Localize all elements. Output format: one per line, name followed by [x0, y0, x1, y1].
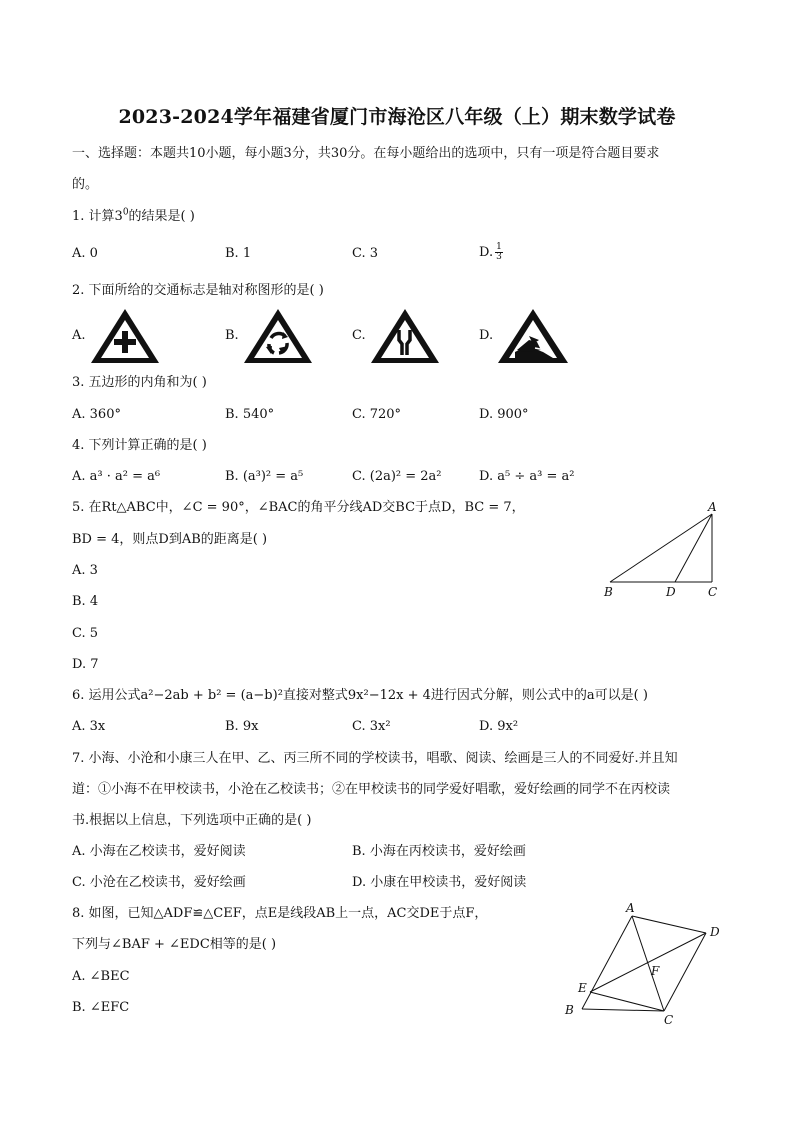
segment-ba	[582, 916, 632, 1009]
q3-option-d: D. 900°	[479, 407, 529, 422]
q3-option-c: C. 720°	[352, 407, 402, 422]
point-b-label: B	[604, 585, 613, 599]
q8-option-a: A. ∠BEC	[72, 969, 130, 984]
point-e-label: E	[578, 981, 587, 995]
q2-option-d: D.	[479, 328, 494, 343]
segment-ad	[632, 916, 706, 933]
question-6-stem: 6. 运用公式a²−2ab + b² = (a−b)²直接对整式9x²−12x + 4进行因式分解，则公式中的a可以是( )	[72, 688, 648, 703]
point-d-label: D	[666, 585, 676, 599]
q5-option-b: B. 4	[72, 594, 99, 609]
question-4-stem: 4. 下列计算正确的是( )	[72, 438, 207, 453]
question-7-stem-line-1: 7. 小海、小沧和小康三人在甲、乙、丙三所不同的学校读书，唱歌、阅读、绘画是三人的不同爱好.并且知	[72, 751, 678, 766]
segment-ec	[590, 992, 664, 1011]
q2-option-c: C.	[352, 328, 366, 343]
q4-option-a: A. a³ · a² = a⁶	[72, 469, 161, 484]
q5-option-d: D. 7	[72, 657, 99, 672]
question-5-stem-line-2: BD = 4，则点D到AB的距离是( )	[72, 532, 268, 547]
section-instruction-line-2: 的。	[72, 177, 99, 192]
q3-option-a: A. 360°	[72, 407, 121, 422]
question-5-stem-line-1: 5. 在Rt△ABC中，∠C = 90°，∠BAC的角平分线AD交BC于点D，BC = 7，	[72, 500, 525, 515]
q1-option-d	[479, 243, 503, 262]
q2-option-b: B.	[225, 328, 239, 343]
q6-option-b: B. 9x	[225, 719, 259, 734]
q1-option-d-label: D.	[479, 245, 494, 260]
q1-option-d-numerator: 1	[496, 242, 502, 252]
question-8-stem-line-2: 下列与∠BAF + ∠EDC相等的是( )	[72, 937, 277, 952]
triangle-abc-figure	[596, 500, 726, 602]
q7-option-b: B. 小海在丙校读书，爱好绘画	[352, 844, 526, 859]
q1-option-b: B. 1	[225, 246, 252, 261]
point-b-label: B	[565, 1003, 574, 1017]
crossroad-sign-icon	[88, 306, 162, 366]
point-d-label: D	[710, 925, 720, 939]
question-3-stem: 3. 五边形的内角和为( )	[72, 375, 207, 390]
question-2-stem: 2. 下面所给的交通标志是轴对称图形的是( )	[72, 283, 324, 298]
q1-stem-sup: 0	[122, 207, 129, 218]
q6-option-a: A. 3x	[72, 719, 106, 734]
point-a-label: A	[626, 901, 635, 915]
steep-descent-sign-icon	[495, 306, 571, 366]
q3-option-b: B. 540°	[225, 407, 275, 422]
segment-dc	[664, 933, 706, 1011]
q5-option-c: C. 5	[72, 626, 99, 641]
q7-option-c: C. 小沧在乙校读书，爱好绘画	[72, 875, 246, 890]
q4-option-c: C. (2a)² = 2a²	[352, 469, 442, 484]
segment-cb	[582, 1009, 664, 1011]
question-8-stem-line-1: 8. 如图，已知△ADF≌△CEF，点E是线段AB上一点，AC交DE于点F，	[72, 906, 488, 921]
roundabout-sign-icon	[241, 306, 315, 366]
q1-stem-a: 1. 计算3	[72, 209, 123, 224]
question-1-stem	[72, 208, 195, 226]
q2-option-a: A.	[72, 328, 86, 343]
section-instruction-line-1: 一、选择题：本题共10小题，每小题3分，共30分。在每小题给出的选项中，只有一项是符合题目要求	[72, 146, 660, 161]
question-7-stem-line-2: 道：①小海不在甲校读书，小沧在乙校读书；②在甲校读书的同学爱好唱歌，爱好绘画的同学不在丙校读	[72, 782, 671, 797]
q7-option-a: A. 小海在乙校读书，爱好阅读	[72, 844, 246, 859]
q1-option-a: A. 0	[72, 246, 98, 261]
q1-stem-b: 的结果是( )	[128, 209, 195, 224]
point-c-label: C	[664, 1013, 674, 1027]
q4-option-d: D. a⁵ ÷ a³ = a²	[479, 469, 575, 484]
segment-ab	[610, 514, 712, 582]
point-c-label: C	[708, 585, 718, 599]
point-f-label: F	[651, 964, 660, 978]
q6-option-d: D. 9x²	[479, 719, 519, 734]
q4-option-b: B. (a³)² = a⁵	[225, 469, 304, 484]
q5-option-a: A. 3	[72, 563, 98, 578]
question-7-stem-line-3: 书.根据以上信息，下列选项中正确的是( )	[72, 813, 312, 828]
congruent-triangles-figure	[560, 900, 730, 1028]
q7-option-d: D. 小康在甲校读书，爱好阅读	[352, 875, 527, 890]
q1-option-d-denominator: 3	[496, 252, 502, 262]
q1-option-d-fraction	[495, 243, 503, 262]
q8-option-b: B. ∠EFC	[72, 1000, 130, 1015]
page-title: 2023-2024学年福建省厦门市海沧区八年级（上）期末数学试卷	[118, 106, 676, 128]
q6-option-c: C. 3x²	[352, 719, 391, 734]
point-a-label: A	[708, 500, 717, 514]
q1-option-c: C. 3	[352, 246, 379, 261]
road-narrows-sign-icon	[368, 306, 442, 366]
segment-ad	[675, 514, 712, 582]
